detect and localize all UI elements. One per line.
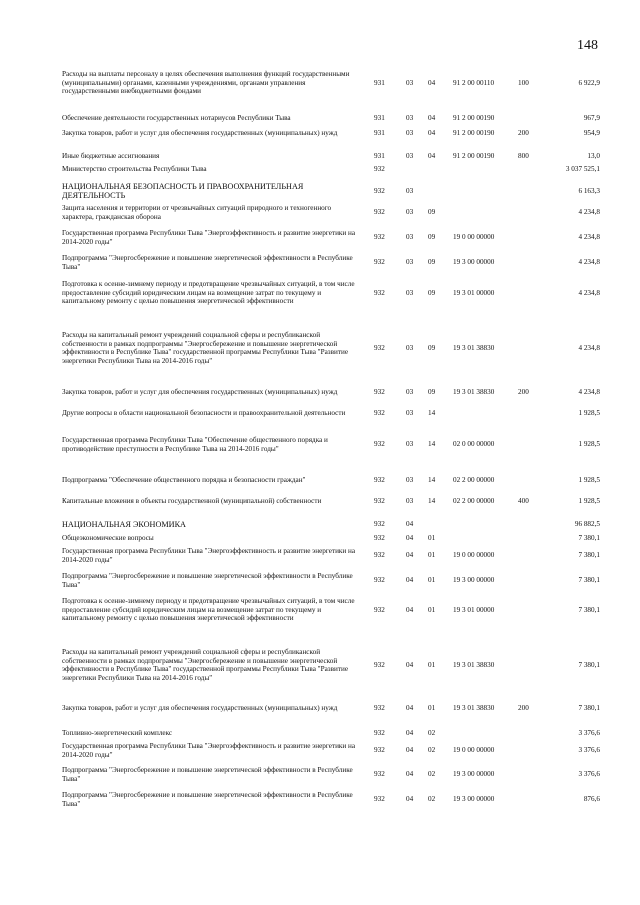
subsection-code: 01 — [428, 704, 436, 713]
row-description: Государственная программа Республики Тыва "Обеспечение общественного порядка и противодействие преступности в Республике Тыва на 2014-2016 годы" — [62, 436, 328, 453]
ved-code: 932 — [374, 258, 385, 267]
section-code: 03 — [406, 233, 414, 242]
amount: 4 234,8 — [578, 343, 600, 352]
ved-code: 932 — [374, 165, 385, 174]
target-article-code: 19 3 00 00000 — [453, 795, 495, 804]
subsection-code: 02 — [428, 770, 436, 779]
target-article-code: 19 0 00 00000 — [453, 551, 495, 560]
subsection-code: 09 — [428, 233, 436, 242]
section-code: 03 — [406, 152, 414, 161]
ved-code: 932 — [374, 551, 385, 560]
row-description: Подпрограмма "Энергосбережение и повышение энергетической эффективности в Республике Тыва" — [62, 791, 353, 808]
ved-code: 932 — [374, 440, 385, 449]
expense-type-code: 200 — [518, 388, 529, 397]
ved-code: 931 — [374, 78, 385, 87]
section-code: 03 — [406, 208, 414, 217]
ved-code: 932 — [374, 520, 385, 529]
subsection-code: 14 — [428, 409, 436, 418]
subsection-code: 09 — [428, 258, 436, 267]
section-code: 04 — [406, 704, 414, 713]
row-description: Подготовка к осенне-зимнему периоду и предотвращение чрезвычайных ситуаций, в том числе предоставление субсидий юридическим лицам на возмещение затрат по текущему и капитальному ремонту с целью повышения энергетической эффективности — [62, 280, 355, 306]
row-description: Закупка товаров, работ и услуг для обеспечения государственных (муниципальных) нужд — [62, 704, 338, 712]
amount: 876,6 — [583, 795, 600, 804]
row-description: НАЦИОНАЛЬНАЯ ЭКОНОМИКА — [62, 520, 186, 529]
row-description: Государственная программа Республики Тыва "Энергоэффективность и развитие энергетики на 2014-2020 годы" — [62, 742, 356, 759]
subsection-code: 04 — [428, 129, 436, 138]
subsection-code: 01 — [428, 605, 436, 614]
amount: 1 928,5 — [578, 497, 600, 506]
target-article-code: 19 3 00 00000 — [453, 258, 495, 267]
amount: 7 380,1 — [578, 551, 600, 560]
expense-type-code: 400 — [518, 497, 529, 506]
subsection-code: 09 — [428, 388, 436, 397]
row-description: Закупка товаров, работ и услуг для обеспечения государственных (муниципальных) нужд — [62, 129, 338, 137]
ved-code: 932 — [374, 187, 385, 196]
subsection-code: 09 — [428, 208, 436, 217]
ved-code: 932 — [374, 476, 385, 485]
section-code: 04 — [406, 795, 414, 804]
target-article-code: 91 2 00 00190 — [453, 129, 495, 138]
amount: 13,0 — [587, 152, 600, 161]
amount: 4 234,8 — [578, 388, 600, 397]
ved-code: 932 — [374, 746, 385, 755]
ved-code: 932 — [374, 409, 385, 418]
amount: 7 380,1 — [578, 605, 600, 614]
ved-code: 932 — [374, 704, 385, 713]
row-description: Государственная программа Республики Тыва "Энергоэффективность и развитие энергетики на 2014-2020 годы" — [62, 229, 356, 246]
subsection-code: 04 — [428, 78, 436, 87]
subsection-code: 09 — [428, 288, 436, 297]
target-article-code: 19 3 01 38830 — [453, 388, 495, 397]
section-code: 03 — [406, 343, 414, 352]
ved-code: 932 — [374, 208, 385, 217]
row-description: Расходы на выплаты персоналу в целях обеспечения выполнения функций государственными (муниципальными) органами, казенными учреждениями, органами управления государственными внебюджетными фондами — [62, 70, 350, 96]
target-article-code: 19 0 00 00000 — [453, 746, 495, 755]
amount: 3 376,6 — [578, 770, 600, 779]
subsection-code: 14 — [428, 440, 436, 449]
ved-code: 932 — [374, 729, 385, 738]
row-description: Подпрограмма "Обеспечение общественного порядка и безопасности граждан" — [62, 476, 306, 484]
section-code: 03 — [406, 409, 414, 418]
amount: 6 163,3 — [578, 187, 600, 196]
ved-code: 932 — [374, 660, 385, 669]
target-article-code: 19 3 01 00000 — [453, 288, 495, 297]
amount: 4 234,8 — [578, 208, 600, 217]
target-article-code: 19 3 01 38830 — [453, 343, 495, 352]
subsection-code: 02 — [428, 746, 436, 755]
row-description: Общеэкономические вопросы — [62, 534, 154, 542]
amount: 3 376,6 — [578, 729, 600, 738]
section-code: 03 — [406, 114, 414, 123]
section-code: 04 — [406, 551, 414, 560]
target-article-code: 02 2 00 00000 — [453, 497, 495, 506]
section-code: 04 — [406, 770, 414, 779]
row-description: Подпрограмма "Энергосбережение и повышение энергетической эффективности в Республике Тыва" — [62, 766, 353, 783]
row-description: Государственная программа Республики Тыва "Энергоэффективность и развитие энергетики на 2014-2020 годы" — [62, 547, 356, 564]
amount: 7 380,1 — [578, 534, 600, 543]
ved-code: 932 — [374, 576, 385, 585]
subsection-code: 14 — [428, 476, 436, 485]
ved-code: 932 — [374, 534, 385, 543]
ved-code: 931 — [374, 114, 385, 123]
section-code: 03 — [406, 440, 414, 449]
row-description: Подпрограмма "Энергосбережение и повышение энергетической эффективности в Республике Тыва" — [62, 572, 353, 589]
amount: 3 376,6 — [578, 746, 600, 755]
section-code: 04 — [406, 746, 414, 755]
section-code: 03 — [406, 288, 414, 297]
target-article-code: 91 2 00 00110 — [453, 78, 495, 87]
ved-code: 932 — [374, 388, 385, 397]
ved-code: 932 — [374, 605, 385, 614]
target-article-code: 19 3 01 38830 — [453, 704, 495, 713]
ved-code: 932 — [374, 288, 385, 297]
row-description: Топливно-энергетический комплекс — [62, 729, 173, 737]
ved-code: 932 — [374, 233, 385, 242]
section-code: 03 — [406, 258, 414, 267]
ved-code: 932 — [374, 795, 385, 804]
amount: 6 922,9 — [578, 78, 600, 87]
amount: 7 380,1 — [578, 704, 600, 713]
section-code: 03 — [406, 476, 414, 485]
ved-code: 931 — [374, 152, 385, 161]
ved-code: 932 — [374, 770, 385, 779]
row-description: НАЦИОНАЛЬНАЯ БЕЗОПАСНОСТЬ И ПРАВООХРАНИТЕЛЬНАЯ ДЕЯТЕЛЬНОСТЬ — [62, 182, 304, 201]
target-article-code: 91 2 00 00190 — [453, 114, 495, 123]
amount: 4 234,8 — [578, 258, 600, 267]
row-description: Защита населения и территории от чрезвычайных ситуаций природного и техногенного характера, гражданская оборона — [62, 204, 332, 221]
target-article-code: 02 2 00 00000 — [453, 476, 495, 485]
ved-code: 931 — [374, 129, 385, 138]
row-description: Подпрограмма "Энергосбережение и повышение энергетической эффективности в Республике Тыва" — [62, 254, 353, 271]
amount: 7 380,1 — [578, 660, 600, 669]
amount: 1 928,5 — [578, 409, 600, 418]
target-article-code: 19 3 01 00000 — [453, 605, 495, 614]
subsection-code: 02 — [428, 795, 436, 804]
row-description: Обеспечение деятельности государственных нотариусов Республики Тыва — [62, 114, 291, 122]
section-code: 04 — [406, 520, 414, 529]
row-description: Расходы на капитальный ремонт учреждений социальной сферы и республиканской собственности в рамках подпрограммы "Энергосбережение и повышение энергетической эффективности в Республике Тыва" государственной программы Республики Тыва "Развитие энергетики Республики Тыва на 2014-2016 годы" — [62, 331, 349, 365]
expense-type-code: 200 — [518, 129, 529, 138]
amount: 96 882,5 — [574, 520, 600, 529]
amount: 4 234,8 — [578, 233, 600, 242]
subsection-code: 09 — [428, 343, 436, 352]
expense-type-code: 200 — [518, 704, 529, 713]
subsection-code: 01 — [428, 576, 436, 585]
row-description: Иные бюджетные ассигнования — [62, 152, 160, 160]
target-article-code: 19 3 00 00000 — [453, 770, 495, 779]
subsection-code: 01 — [428, 660, 436, 669]
section-code: 04 — [406, 576, 414, 585]
section-code: 04 — [406, 605, 414, 614]
subsection-code: 02 — [428, 729, 436, 738]
page-number: 148 — [577, 38, 598, 53]
subsection-code: 04 — [428, 114, 436, 123]
row-description: Расходы на капитальный ремонт учреждений социальной сферы и республиканской собственности в рамках подпрограммы "Энергосбережение и повышение энергетической эффективности в Республике Тыва" государственной программы Республики Тыва "Развитие энергетики Республики Тыва на 2014-2016 годы" — [62, 648, 349, 682]
section-code: 03 — [406, 388, 414, 397]
amount: 1 928,5 — [578, 476, 600, 485]
amount: 1 928,5 — [578, 440, 600, 449]
amount: 967,9 — [583, 114, 600, 123]
ved-code: 932 — [374, 497, 385, 506]
row-description: Другие вопросы в области национальной безопасности и правоохранительной деятельности — [62, 409, 346, 417]
section-code: 04 — [406, 660, 414, 669]
section-code: 04 — [406, 729, 414, 738]
row-description: Капитальные вложения в объекты государственной (муниципальной) собственности — [62, 497, 322, 505]
section-code: 03 — [406, 129, 414, 138]
subsection-code: 01 — [428, 534, 436, 543]
subsection-code: 04 — [428, 152, 436, 161]
target-article-code: 19 3 01 38830 — [453, 660, 495, 669]
section-code: 03 — [406, 497, 414, 506]
amount: 4 234,8 — [578, 288, 600, 297]
row-description: Закупка товаров, работ и услуг для обеспечения государственных (муниципальных) нужд — [62, 388, 338, 396]
section-code: 03 — [406, 187, 414, 196]
target-article-code: 91 2 00 00190 — [453, 152, 495, 161]
amount: 3 037 525,1 — [565, 165, 600, 174]
row-description: Министерство строительства Республики Тыва — [62, 165, 207, 173]
section-code: 03 — [406, 78, 414, 87]
amount: 7 380,1 — [578, 576, 600, 585]
amount: 954,9 — [583, 129, 600, 138]
row-description: Подготовка к осенне-зимнему периоду и предотвращение чрезвычайных ситуаций, в том числе предоставление субсидий юридическим лицам на возмещение затрат по текущему и капитальному ремонту с целью повышения энергетической эффективности — [62, 597, 355, 623]
target-article-code: 02 0 00 00000 — [453, 440, 495, 449]
target-article-code: 19 3 00 00000 — [453, 576, 495, 585]
expense-type-code: 100 — [518, 78, 529, 87]
ved-code: 932 — [374, 343, 385, 352]
subsection-code: 14 — [428, 497, 436, 506]
section-code: 04 — [406, 534, 414, 543]
target-article-code: 19 0 00 00000 — [453, 233, 495, 242]
subsection-code: 01 — [428, 551, 436, 560]
expense-type-code: 800 — [518, 152, 529, 161]
